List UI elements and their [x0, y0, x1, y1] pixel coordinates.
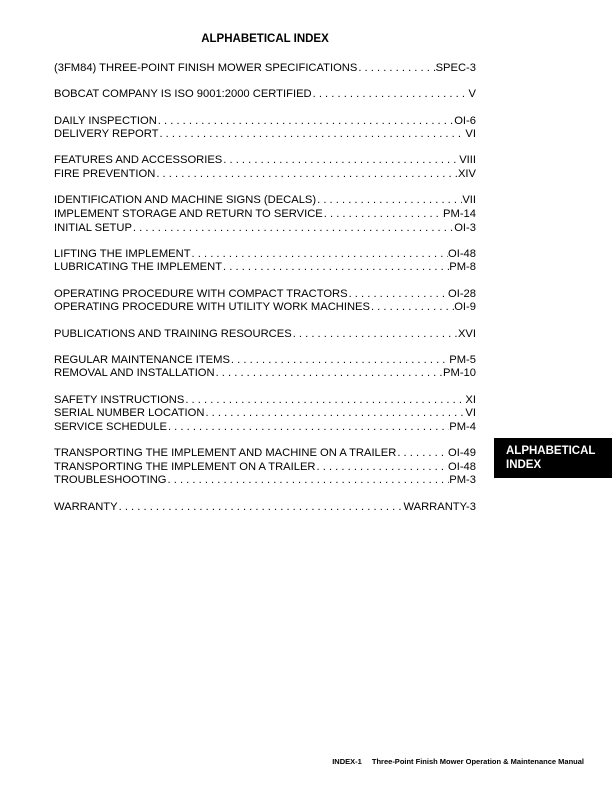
dot-leader	[191, 248, 448, 262]
index-entry-page: V	[468, 88, 476, 101]
index-entry	[54, 421, 476, 435]
index-entry-label: SERVICE SCHEDULE	[54, 420, 167, 433]
index-entry-label: TRANSPORTING THE IMPLEMENT AND MACHINE ON A TRAILER	[54, 447, 397, 460]
index-group	[54, 88, 476, 102]
index-entry	[54, 367, 476, 381]
index-entry	[54, 154, 476, 168]
index-group	[54, 447, 476, 488]
index-entry	[54, 115, 476, 129]
index-entry	[54, 288, 476, 302]
section-tab-line-1: ALPHABETICAL	[506, 445, 596, 457]
footer-manual-title: Three-Point Finish Mower Operation & Maintenance Manual	[371, 757, 584, 766]
dot-leader	[215, 367, 443, 381]
index-group	[54, 394, 476, 435]
dot-leader	[316, 194, 462, 208]
index-entry-page: VII	[462, 194, 476, 207]
index-group	[54, 288, 476, 315]
dot-leader	[222, 154, 459, 168]
dot-leader	[316, 461, 449, 475]
index-entry-page: OI-48	[448, 460, 476, 473]
dot-leader	[222, 261, 449, 275]
index-entry	[54, 328, 476, 342]
index-group	[54, 62, 476, 76]
index-entry	[54, 222, 476, 236]
index-entry	[54, 461, 476, 475]
index-entry-label: DELIVERY REPORT	[54, 128, 159, 141]
index-entry-page: OI-6	[454, 114, 476, 127]
dot-leader	[292, 328, 458, 342]
index-entry-label: FIRE PREVENTION	[54, 168, 156, 181]
index-entry-page: PM-8	[449, 261, 476, 274]
index-group	[54, 154, 476, 181]
dot-leader	[323, 208, 443, 222]
index-entry-page: OI-9	[454, 301, 476, 314]
page-title: ALPHABETICAL INDEX	[201, 33, 329, 45]
index-entry-page: PM-10	[443, 367, 476, 380]
dot-leader	[167, 421, 449, 435]
index-entry-label: REMOVAL AND INSTALLATION	[54, 367, 215, 380]
index-entry-page: XIV	[457, 168, 476, 181]
index-group	[54, 248, 476, 275]
index-entry-label: OPERATING PROCEDURE WITH UTILITY WORK MACHINES	[54, 301, 370, 314]
index-entry-page: XI	[465, 393, 476, 406]
dot-leader	[184, 394, 465, 408]
index-entry	[54, 128, 476, 142]
index-entry-page: OI-48	[448, 247, 476, 260]
dot-leader	[157, 115, 454, 129]
index-group	[54, 328, 476, 342]
index-entry-page: PM-5	[449, 353, 476, 366]
index-entry	[54, 394, 476, 408]
dot-leader	[370, 301, 454, 315]
index-entry-label: DAILY INSPECTION	[54, 114, 157, 127]
index-entry-label: LUBRICATING THE IMPLEMENT	[54, 261, 223, 274]
dot-leader	[118, 501, 404, 515]
index-entry	[54, 501, 476, 515]
index-entry-page: OI-3	[454, 221, 476, 234]
dot-leader	[204, 407, 465, 421]
index-entry-label: LIFTING THE IMPLEMENT	[54, 247, 191, 260]
index-entry-label: INITIAL SETUP	[54, 221, 132, 234]
section-tab-line-2: INDEX	[506, 459, 542, 471]
index-entry-label: SERIAL NUMBER LOCATION	[54, 407, 205, 420]
index-list	[54, 62, 476, 527]
index-entry-label: IMPLEMENT STORAGE AND RETURN TO SERVICE	[54, 207, 323, 220]
index-entry-label: TRANSPORTING THE IMPLEMENT ON A TRAILER	[54, 460, 316, 473]
page-footer	[332, 757, 584, 766]
section-tab	[494, 438, 612, 478]
dot-leader	[312, 88, 469, 102]
index-entry-page: OI-28	[448, 287, 476, 300]
index-entry	[54, 301, 476, 315]
index-entry-page: SPEC-3	[435, 62, 476, 74]
dot-leader	[357, 62, 435, 76]
index-entry	[54, 261, 476, 275]
index-entry	[54, 194, 476, 208]
dot-leader	[167, 474, 450, 488]
index-entry-page: VI	[465, 128, 476, 141]
index-entry-page: VI	[465, 407, 476, 420]
index-entry-page: PM-3	[449, 474, 476, 487]
index-entry	[54, 407, 476, 421]
index-group	[54, 501, 476, 515]
index-entry-page: VIII	[459, 154, 476, 167]
dot-leader	[155, 168, 458, 182]
index-group	[54, 194, 476, 235]
index-entry-label: IDENTIFICATION AND MACHINE SIGNS (DECALS)	[54, 194, 317, 207]
index-entry-page: PM-4	[449, 420, 476, 433]
dot-leader	[132, 222, 454, 236]
index-entry-label: REGULAR MAINTENANCE ITEMS	[54, 353, 230, 366]
dot-leader	[348, 288, 448, 302]
index-entry-label: BOBCAT COMPANY IS ISO 9001:2000 CERTIFIED	[54, 88, 312, 101]
index-entry	[54, 354, 476, 368]
index-entry-label: WARRANTY	[54, 500, 118, 513]
index-entry	[54, 248, 476, 262]
index-group	[54, 115, 476, 142]
index-entry	[54, 208, 476, 222]
index-entry-label: TROUBLESHOOTING	[54, 474, 167, 487]
index-entry-page: PM-14	[443, 207, 476, 220]
index-entry-label: PUBLICATIONS AND TRAINING RESOURCES	[54, 327, 292, 340]
index-group	[54, 354, 476, 381]
index-entry-label: (3FM84) THREE-POINT FINISH MOWER SPECIFICATIONS	[54, 62, 358, 74]
footer-page-number: INDEX-1	[332, 757, 362, 766]
index-entry-page: OI-49	[448, 447, 476, 460]
index-entry-page: XVI	[457, 327, 476, 340]
index-entry	[54, 474, 476, 488]
index-entry	[54, 88, 476, 102]
index-entry-label: FEATURES AND ACCESSORIES	[54, 154, 223, 167]
dot-leader	[396, 447, 448, 461]
index-entry-label: SAFETY INSTRUCTIONS	[54, 393, 185, 406]
index-entry-label: OPERATING PROCEDURE WITH COMPACT TRACTORS	[54, 287, 348, 300]
index-entry	[54, 62, 476, 76]
dot-leader	[230, 354, 449, 368]
index-entry	[54, 168, 476, 182]
dot-leader	[158, 128, 465, 142]
index-entry-page: WARRANTY-3	[403, 500, 476, 513]
index-entry	[54, 447, 476, 461]
